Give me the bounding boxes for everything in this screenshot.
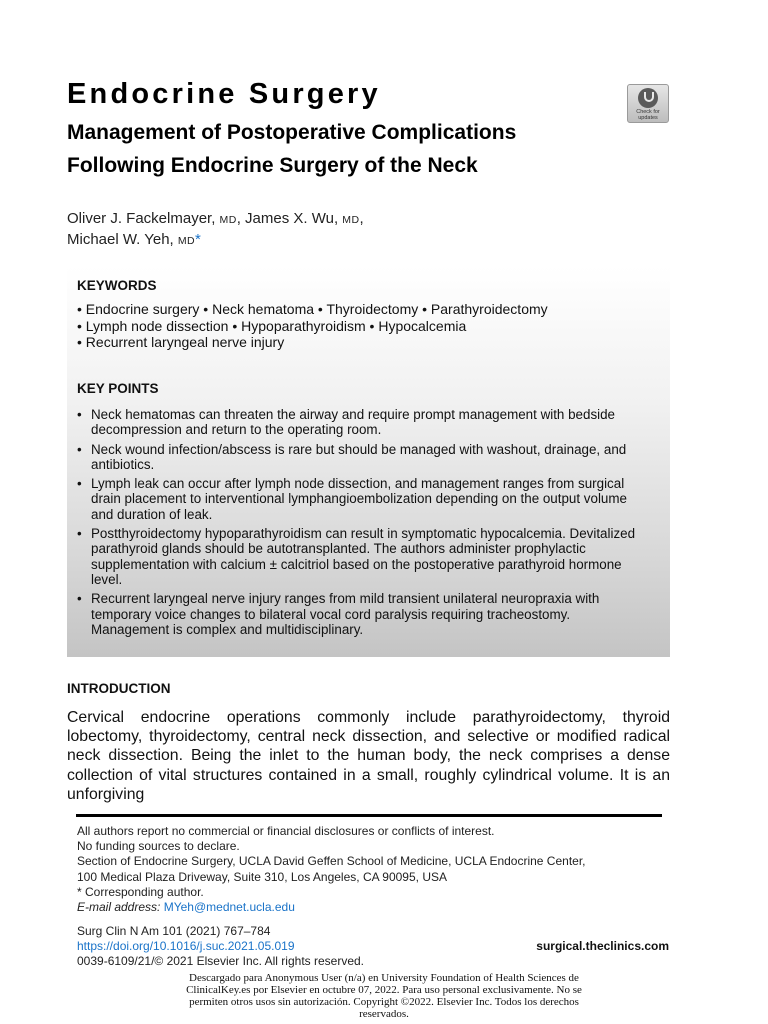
corresponding-note: * Corresponding author. (77, 884, 204, 899)
author-name: James X. Wu, (245, 210, 339, 227)
author-degree: MD (219, 214, 237, 226)
check-updates-icon (638, 88, 658, 108)
author-name: Oliver J. Fackelmayer, (67, 210, 216, 227)
key-point-item: • Neck hematomas can threaten the airway and require prompt management with bedside decompression and return to the operating room. (77, 407, 649, 438)
key-point-item: • Lymph leak can occur after lymph node dissection, and management ranges from surgical drain placement to interventional lymphangioembolization depending on the output volume and duration of leak. (77, 476, 649, 522)
author-list (67, 209, 627, 251)
corresponding-author-link[interactable]: * (195, 231, 201, 248)
title-line-2: Following Endocrine Surgery of the Neck (67, 154, 478, 177)
introduction-heading: INTRODUCTION (67, 681, 171, 696)
author-degree: MD (342, 214, 360, 226)
author-name: Michael W. Yeh, (67, 231, 174, 248)
affiliation-line-2: 100 Medical Plaza Driveway, Suite 310, Los Angeles, CA 90095, USA (77, 869, 447, 884)
email-link[interactable]: MYeh@mednet.ucla.edu (163, 900, 295, 915)
author-line-2 (67, 230, 627, 251)
key-point-item: • Postthyroidectomy hypoparathyroidism can result in symptomatic hypocalcemia. Devitalized parathyroid glands should be autotransplanted. The authors administer prophylactic supplementation with calcium ± calcitriol based on the postoperative parathyroid hormone level. (77, 526, 649, 587)
download-notice (140, 972, 628, 1020)
email-label: E-mail address: (77, 900, 161, 915)
title-line-1: Management of Postoperative Complications (67, 121, 517, 144)
check-updates-label: Check for updates (636, 109, 660, 121)
keywords-heading: KEYWORDS (77, 278, 157, 293)
introduction-paragraph: Cervical endocrine operations commonly include parathyroidectomy, thyroid lobectomy, thyroidectomy, central neck dissection, and selective or modified radical neck dissection. Being the inlet to the human body, the neck comprises a dense collection of vital structures contained in a small, roughly cylindrical volume. It is an unforgiving (67, 709, 670, 803)
download-notice-line: ClinicalKey.es por Elsevier en octubre 07, 2022. Para uso personal exclusivamente. No se (186, 984, 582, 996)
keyword-line: • Recurrent laryngeal nerve injury (77, 334, 285, 350)
funding-note: No funding sources to declare. (77, 839, 240, 854)
key-point-item: • Neck wound infection/abscess is rare but should be managed with washout, drainage, and antibiotics. (77, 442, 649, 473)
download-notice-line: Descargado para Anonymous User (n/a) en University Foundation of Health Sciences de (189, 972, 579, 984)
key-points-list (77, 407, 649, 641)
keyword-line: • Lymph node dissection • Hypoparathyroidism • Hypocalcemia (77, 317, 467, 334)
keyword-line: • Endocrine surgery • Neck hematoma • Thyroidectomy • Parathyroidectomy (77, 301, 548, 317)
keywords-keypoints-box (67, 266, 670, 657)
author-line-1: Oliver J. Fackelmayer, MD, James X. Wu, MD, (67, 210, 364, 227)
email-line (77, 900, 667, 915)
footnote-divider (76, 814, 662, 817)
download-notice-line: permiten otros usos sin autorización. Copyright ©2022. Elsevier Inc. Todos los derechos (189, 996, 579, 1008)
author-degree: MD (177, 235, 196, 247)
download-notice-line: reservados. (359, 1008, 409, 1020)
journal-citation: Surg Clin N Am 101 (2021) 767–784 (77, 924, 271, 938)
citation-block (77, 924, 407, 970)
footnotes (77, 824, 667, 915)
copyright-line: 0039-6109/21/© 2021 Elsevier Inc. All rights reserved. (77, 954, 365, 969)
key-points-heading: KEY POINTS (77, 381, 159, 396)
keywords-list (77, 301, 662, 351)
affiliation-line-1: Section of Endocrine Surgery, UCLA David Geffen School of Medicine, UCLA Endocrine Center, (77, 854, 586, 869)
check-for-updates-button[interactable] (627, 84, 669, 123)
disclosure-note: All authors report no commercial or financial disclosures or conflicts of interest. (77, 824, 495, 838)
key-point-item: • Recurrent laryngeal nerve injury ranges from mild transient unilateral neuropraxia with temporary voice changes to bilateral vocal cord paralysis requiring tracheostomy. Management is complex and multidisciplinary. (77, 591, 649, 637)
doi-link[interactable]: https://doi.org/10.1016/j.suc.2021.05.019 (77, 939, 295, 954)
journal-url[interactable]: surgical.theclinics.com (536, 939, 669, 953)
section-label: Endocrine Surgery (67, 78, 381, 110)
article-title (67, 116, 627, 182)
